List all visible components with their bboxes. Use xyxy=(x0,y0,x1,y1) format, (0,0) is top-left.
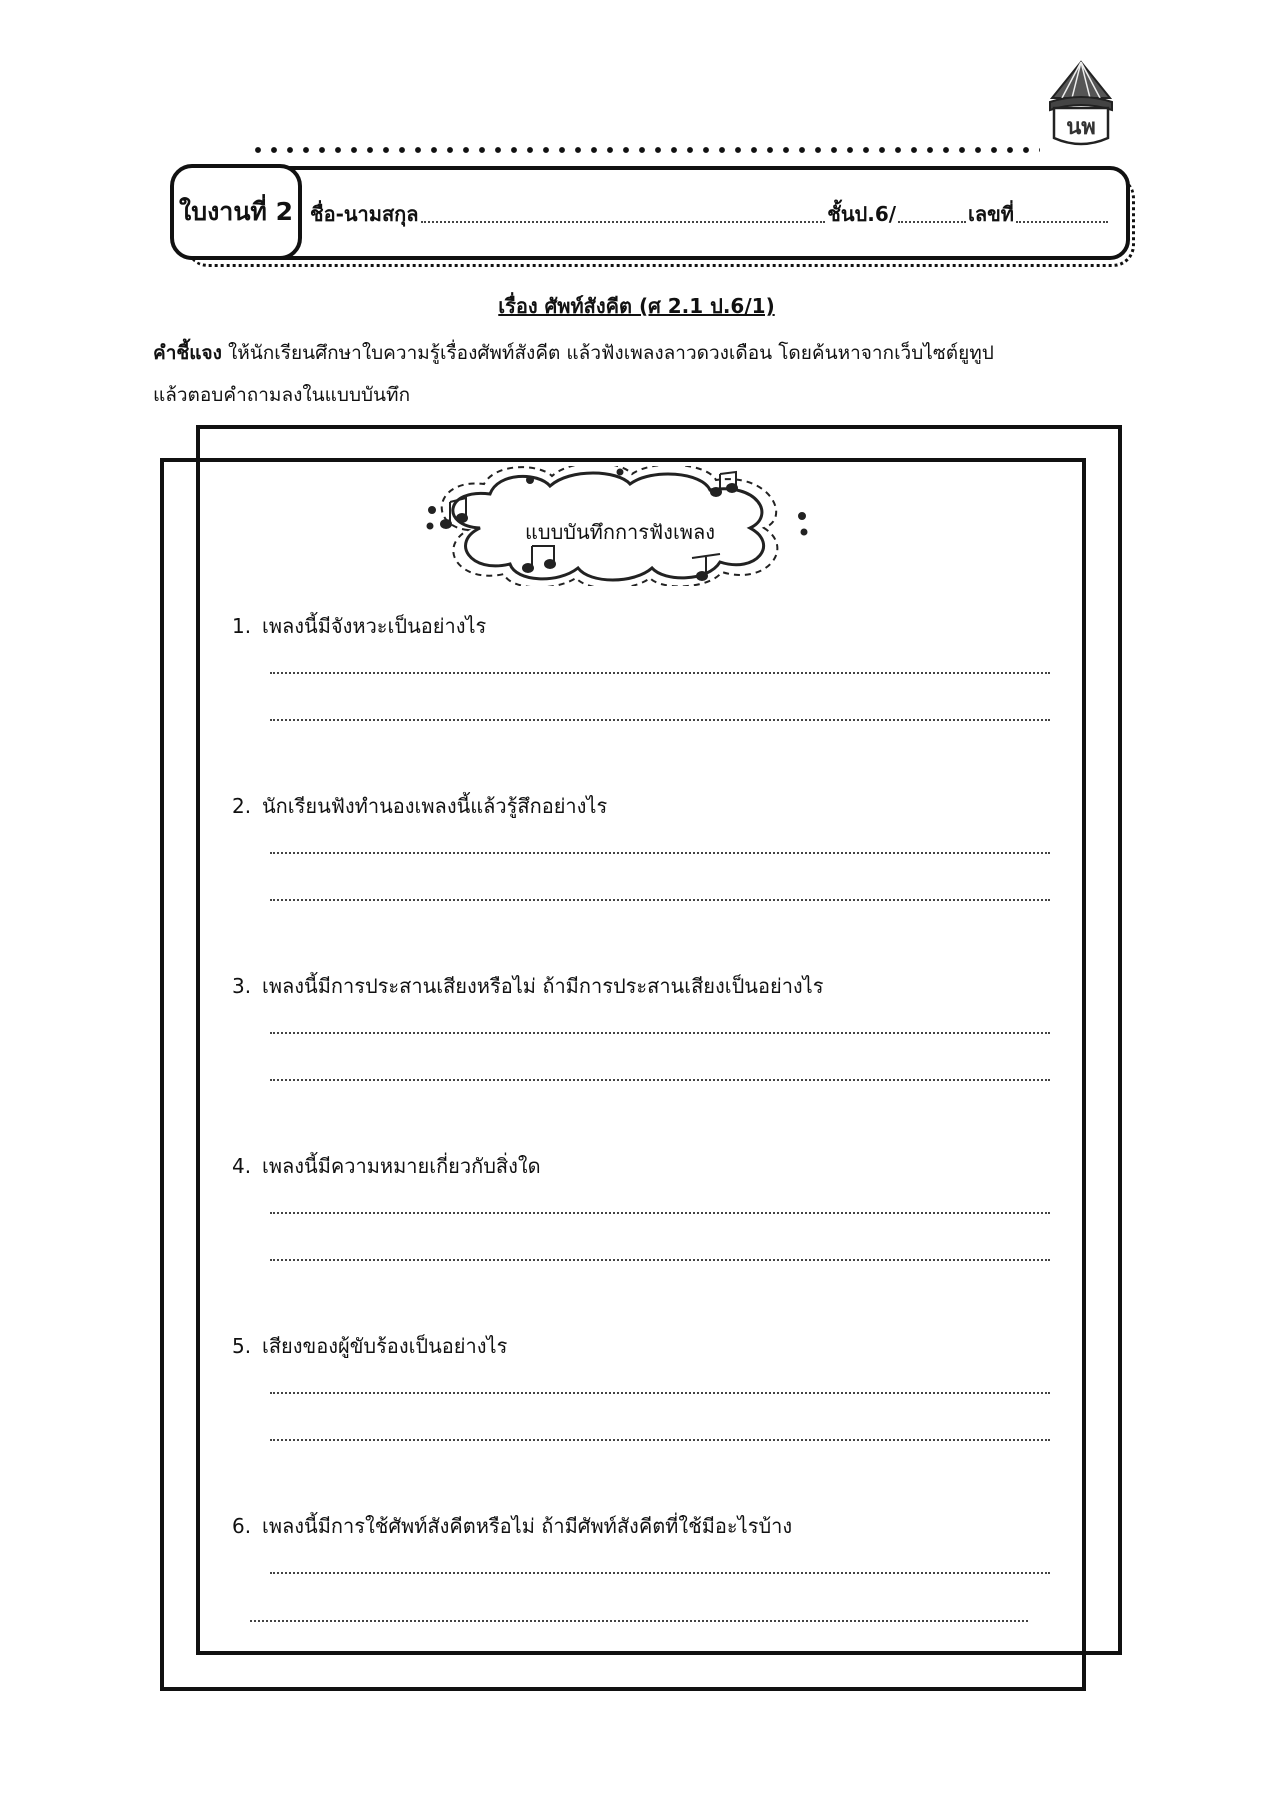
answer-line-2a[interactable] xyxy=(270,852,1050,854)
answer-line-1b[interactable] xyxy=(270,719,1050,721)
class-field[interactable] xyxy=(898,221,966,223)
question-text: เพลงนี้มีการใช้ศัพท์สังคีตหรือไม่ ถ้ามีศัพท์สังคีตที่ใช้มีอะไรบ้าง xyxy=(262,1514,793,1538)
worksheet-label xyxy=(170,164,302,260)
class-label: ชั้นป.6/ xyxy=(827,202,897,226)
question-text: เพลงนี้มีจังหวะเป็นอย่างไร xyxy=(262,614,487,638)
answer-line-3b[interactable] xyxy=(270,1079,1050,1081)
question-text: เพลงนี้มีการประสานเสียงหรือไม่ ถ้ามีการประสานเสียงเป็นอย่างไร xyxy=(262,974,824,998)
question-text: เพลงนี้มีความหมายเกี่ยวกับสิ่งใด xyxy=(262,1154,541,1178)
question-number: 2. xyxy=(232,794,252,818)
decorative-dots xyxy=(250,144,1040,156)
question-3 xyxy=(232,970,823,1002)
answer-line-1a[interactable] xyxy=(270,672,1050,674)
question-number: 3. xyxy=(232,974,252,998)
record-frame-front xyxy=(160,458,1086,1691)
question-number: 6. xyxy=(232,1514,252,1538)
number-label: เลขที่ xyxy=(968,202,1014,226)
answer-line-6b[interactable] xyxy=(250,1620,1028,1622)
answer-line-5b[interactable] xyxy=(270,1439,1050,1441)
question-text: เสียงของผู้ขับร้องเป็นอย่างไร xyxy=(262,1334,508,1358)
question-number: 4. xyxy=(232,1154,252,1178)
instructions xyxy=(153,332,1113,416)
answer-line-3a[interactable] xyxy=(270,1032,1050,1034)
name-label: ชื่อ-นามสกุล xyxy=(310,202,419,226)
answer-line-4b[interactable] xyxy=(270,1259,1050,1261)
question-2 xyxy=(232,790,607,822)
page-title: เรื่อง ศัพท์สังคีต (ศ 2.1 ป.6/1) xyxy=(498,294,775,318)
answer-line-6a[interactable] xyxy=(270,1572,1050,1574)
question-4 xyxy=(232,1150,541,1182)
answer-line-5a[interactable] xyxy=(270,1392,1050,1394)
school-emblem-icon xyxy=(1042,58,1120,150)
name-field[interactable] xyxy=(421,221,826,223)
logo-text: นพ xyxy=(1066,115,1096,140)
question-number: 5. xyxy=(232,1334,252,1358)
instructions-line-1: ให้นักเรียนศึกษาใบความรู้เรื่องศัพท์สังคีต แล้วฟังเพลงลาวดวงเดือน โดยค้นหาจากเว็บไซต์ยูทูป xyxy=(221,342,994,364)
worksheet-label-text: ใบงานที่ 2 xyxy=(179,197,293,226)
number-field[interactable] xyxy=(1016,221,1108,223)
instructions-line-2: แล้วตอบคำถามลงในแบบบันทึก xyxy=(153,384,411,406)
student-info-row xyxy=(310,190,1110,230)
instructions-label: คำชี้แจง xyxy=(153,342,222,364)
answer-line-2b[interactable] xyxy=(270,899,1050,901)
question-6 xyxy=(232,1510,792,1542)
answer-line-4a[interactable] xyxy=(270,1212,1050,1214)
question-1 xyxy=(232,610,486,642)
question-text: นักเรียนฟังทำนองเพลงนี้แล้วรู้สึกอย่างไร xyxy=(262,794,608,818)
record-form-title: แบบบันทึกการฟังเพลง xyxy=(525,520,715,544)
question-number: 1. xyxy=(232,614,252,638)
question-5 xyxy=(232,1330,507,1362)
